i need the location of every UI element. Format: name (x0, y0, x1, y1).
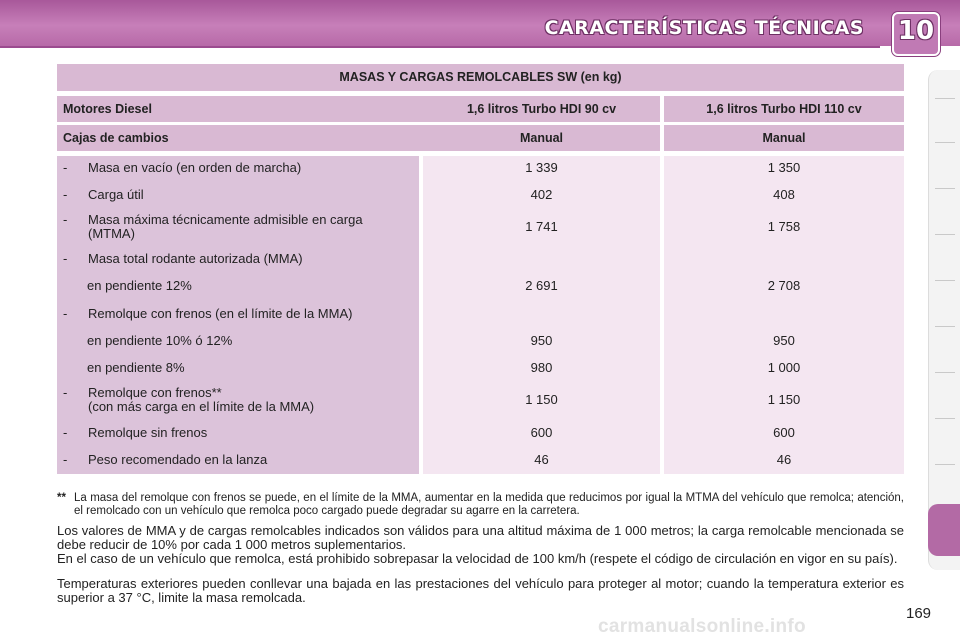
side-tab-divider (935, 464, 955, 465)
side-tab-divider (935, 326, 955, 327)
row-label: Peso recomendado en la lanza (88, 452, 268, 467)
page-number: 169 (906, 605, 932, 622)
row-value-110: 950 (773, 333, 795, 348)
header-cell-engine-90: 1,6 litros Turbo HDI 90 cv (423, 96, 660, 122)
row-value-110: 1 150 (767, 392, 801, 407)
row-value-90: 402 (530, 187, 553, 202)
row-label-line2: (MTMA) (88, 226, 135, 241)
side-tab-divider (935, 142, 955, 143)
header-cell-gearbox-110: Manual (664, 125, 904, 151)
paragraph-speed: En el caso de un vehículo que remolca, está prohibido sobrepasar la velocidad de 100 km/h (respete el código de circulación en vigor en su país). (57, 551, 898, 566)
row-value-90: 950 (530, 333, 553, 348)
row-value-110: 2 708 (767, 278, 801, 293)
chapter-number: 10 (897, 16, 935, 46)
side-tab-divider (935, 280, 955, 281)
row-value-90: 46 (534, 452, 549, 467)
row-label: Masa total rodante autorizada (MMA) (88, 251, 303, 266)
row-dash: - (63, 306, 68, 321)
paragraph-temperature: Temperaturas exteriores pueden conllevar una bajada en las prestaciones del vehículo para proteger al motor; cuando la temperatura exterior es superior a 37 °C, limite la masa remolcada. (57, 576, 904, 605)
watermark: carmanualsonline.info (598, 616, 806, 637)
footnote-text: La masa del remolque con frenos se puede, en el límite de la MMA, aumentar en la medida que reducimos por igual la MTMA del vehículo que remolca; atención, el remolcado con un vehículo que remolca poco cargado puede degradar su agarre en la carretera. (74, 492, 904, 517)
side-tab-divider (935, 372, 955, 373)
row-dash: - (63, 212, 68, 227)
row-dash: - (63, 187, 68, 202)
row-dash: - (63, 160, 68, 175)
header-divider (0, 46, 880, 48)
row-label: Masa máxima técnicamente admisible en carga (88, 212, 363, 227)
table-title: MASAS Y CARGAS REMOLCABLES SW (en kg) (57, 64, 904, 91)
header-row-gearbox (57, 125, 904, 151)
chapter-badge (892, 12, 940, 56)
row-label: en pendiente 12% (87, 278, 192, 293)
table-row (57, 213, 904, 243)
side-tab-active[interactable] (928, 504, 960, 556)
side-tab-divider (935, 98, 955, 99)
row-label-line2: (con más carga en el límite de la MMA) (88, 399, 315, 414)
row-value-90: 1 741 (525, 219, 558, 234)
row-value-90: 2 691 (525, 278, 558, 293)
row-dash: - (63, 251, 68, 266)
row-dash: - (63, 385, 68, 400)
row-label: Masa en vacío (en orden de marcha) (88, 160, 302, 175)
row-label: en pendiente 10% ó 12% (87, 333, 233, 348)
side-tab-divider (935, 234, 955, 235)
row-value-90: 1 150 (525, 392, 558, 407)
row-dash: - (63, 425, 68, 440)
header-cell-gearbox-90: Manual (423, 125, 660, 151)
row-value-110: 46 (776, 452, 792, 467)
page-header (0, 0, 960, 50)
header-cell-engines: Motores Diesel (57, 96, 425, 122)
header-cell-gearbox: Cajas de cambios (57, 125, 425, 151)
row-label: Remolque con frenos (en el límite de la MMA) (88, 306, 353, 321)
row-value-90: 1 339 (525, 160, 558, 175)
table-row (57, 386, 904, 416)
row-label: Carga útil (88, 187, 144, 202)
page-title: CARACTERÍSTICAS TÉCNICAS (544, 17, 864, 39)
row-label: Remolque con frenos** (88, 385, 222, 400)
row-label: en pendiente 8% (87, 360, 185, 375)
row-value-110: 1 350 (767, 160, 801, 175)
side-tab-divider (935, 188, 955, 189)
row-value-110: 1 758 (767, 219, 801, 234)
header-row-engines (57, 96, 904, 122)
row-dash: - (63, 452, 68, 467)
footnote-marker: ** (57, 492, 66, 504)
paragraph-altitude: Los valores de MMA y de cargas remolcables indicados son válidos para una altitud máxima de 1 000 metros; la carga remolcable mencionada se debe reducir de 10% por cada 1 000 metros suplementarios. (57, 523, 904, 552)
row-value-110: 1 000 (767, 360, 801, 375)
header-cell-engine-110: 1,6 litros Turbo HDI 110 cv (664, 96, 904, 122)
side-tab-divider (935, 418, 955, 419)
side-tab-strip (928, 70, 960, 570)
row-value-110: 600 (773, 425, 795, 440)
row-value-90: 600 (530, 425, 553, 440)
row-value-90: 980 (530, 360, 553, 375)
row-value-110: 408 (773, 187, 795, 202)
row-label: Remolque sin frenos (88, 425, 208, 440)
